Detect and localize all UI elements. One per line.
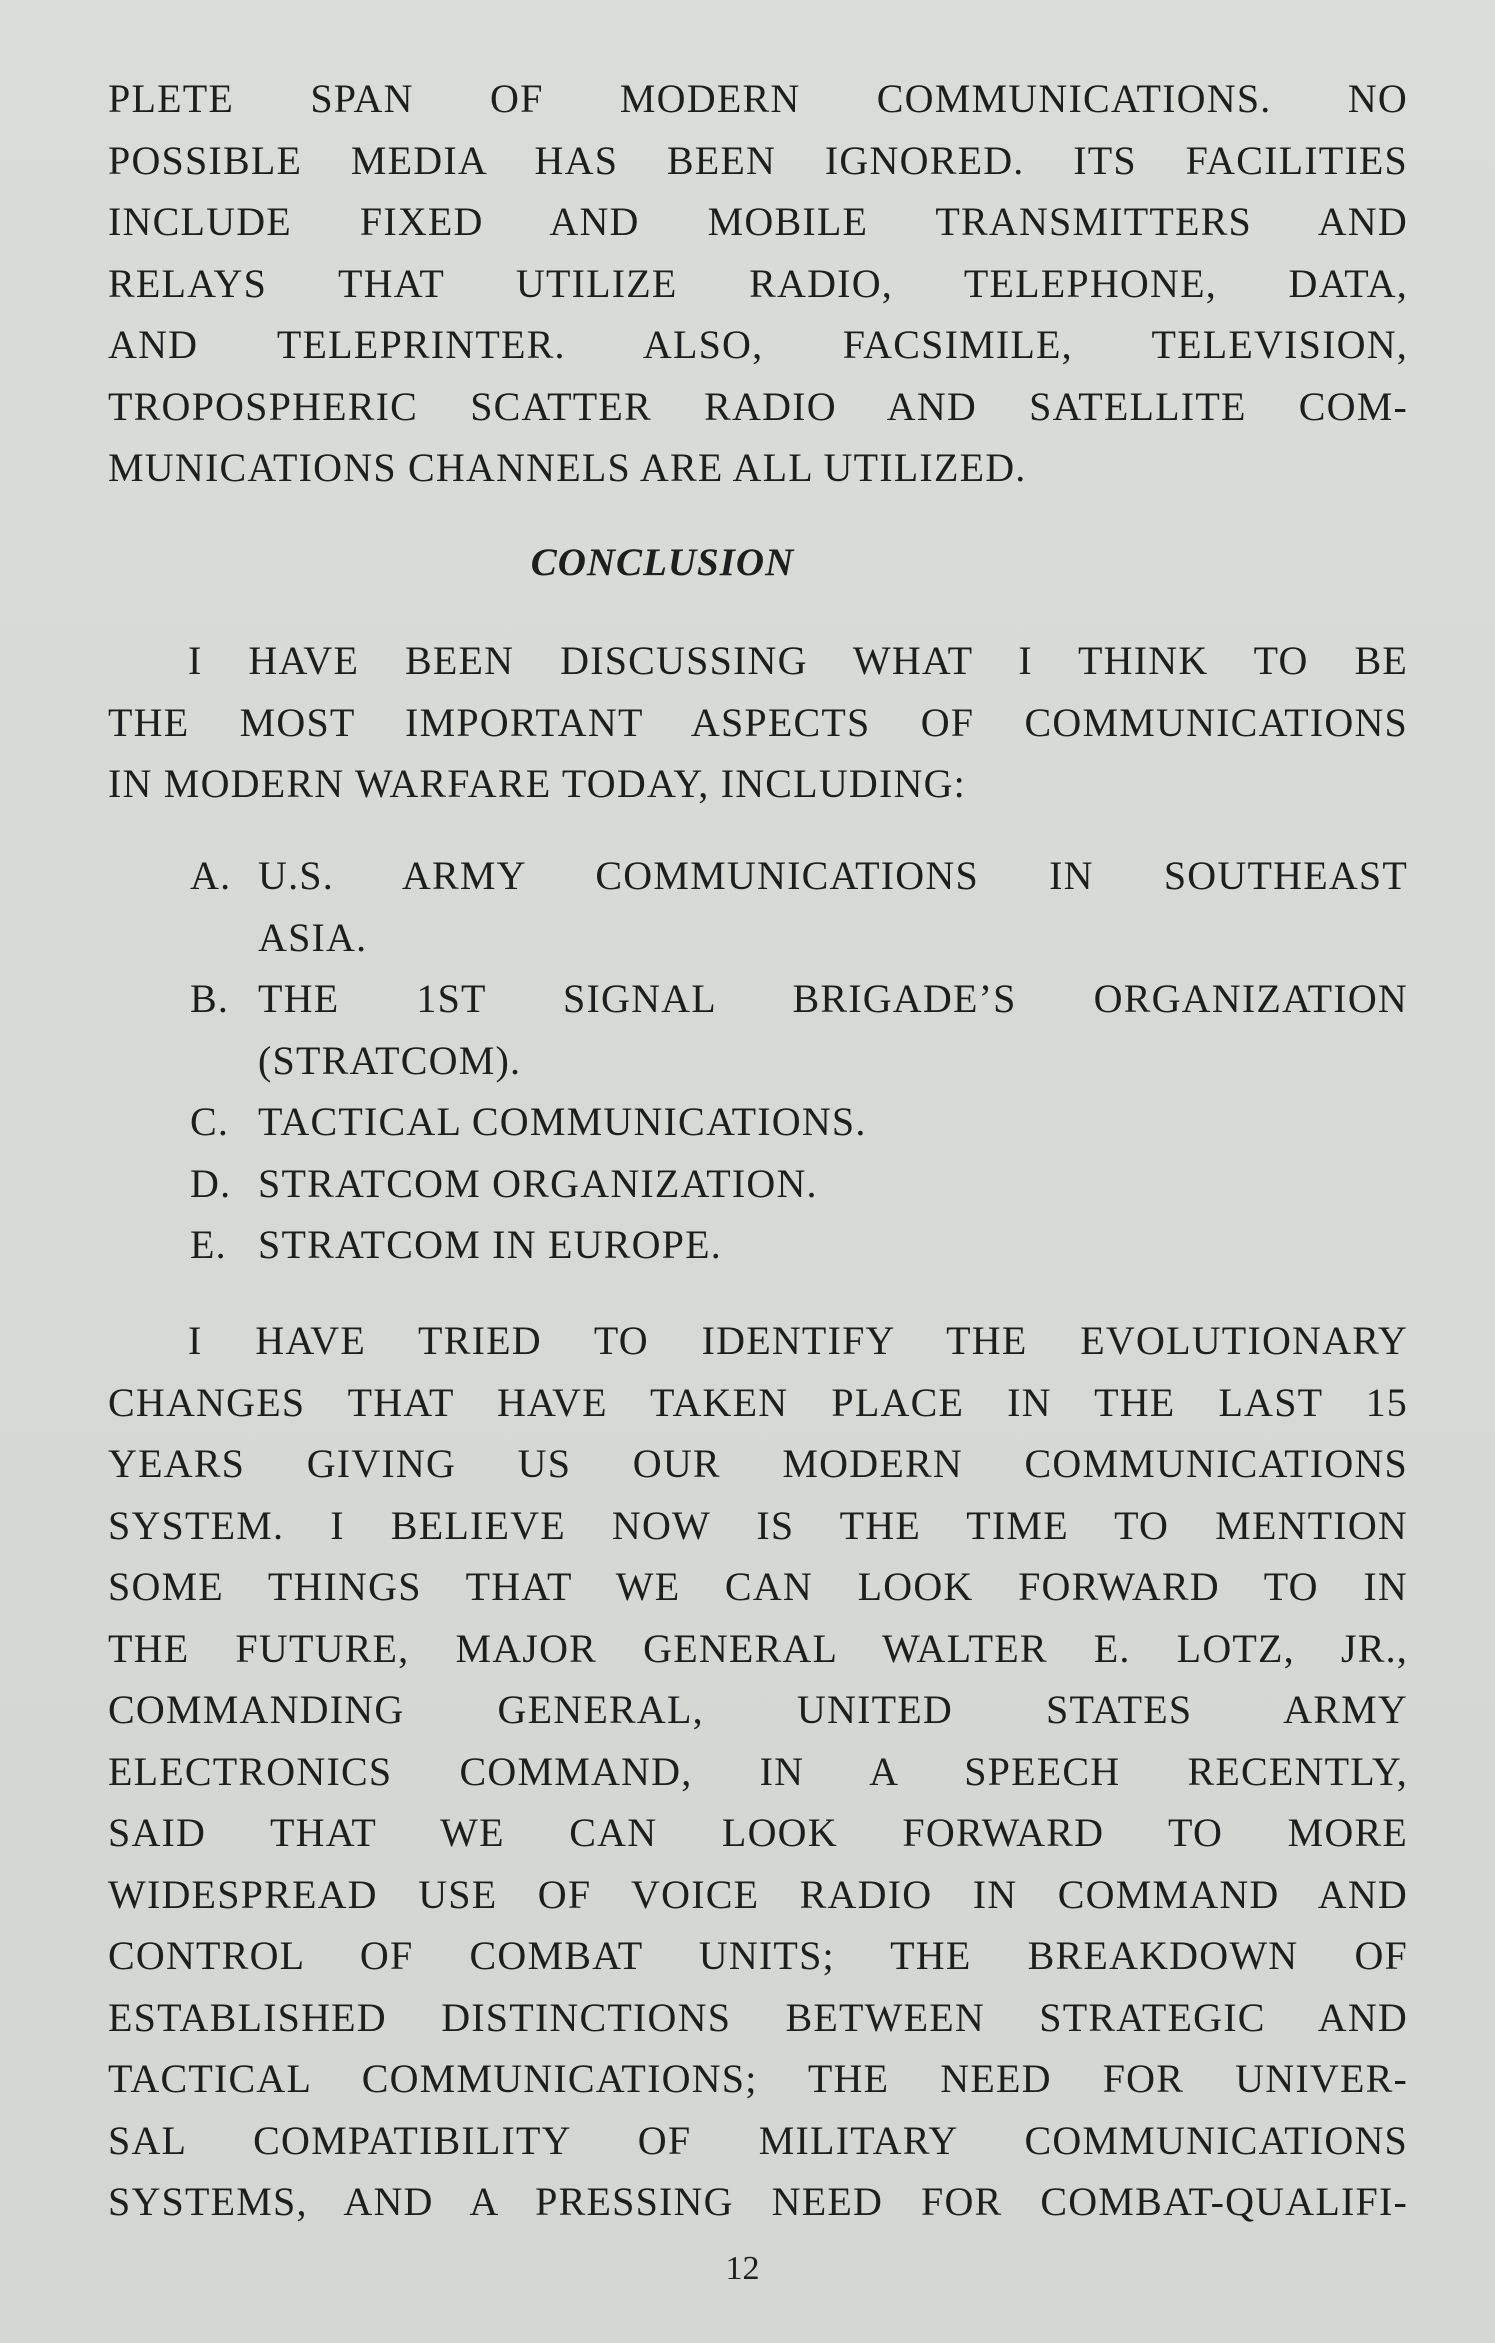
section-heading: CONCLUSION — [530, 541, 795, 584]
text-line: INCLUDE FIXED AND MOBILE TRANSMITTERS AND — [108, 199, 1408, 244]
paragraph-final — [108, 1310, 1408, 2233]
text-line: I HAVE TRIED TO IDENTIFY THE EVOLUTIONARY — [188, 1318, 1408, 1363]
list-item — [190, 845, 1408, 968]
list-item — [190, 1214, 1408, 1276]
text-line: TROPOSPHERIC SCATTER RADIO AND SATELLITE COM- — [108, 383, 1408, 429]
list-item-text: (STRATCOM). — [258, 1037, 522, 1083]
list-item-text: STRATCOM IN EUROPE. — [258, 1222, 722, 1267]
paragraph-intro — [108, 630, 1408, 815]
list-marker: E. — [190, 1222, 227, 1267]
text-line: MUNICATIONS CHANNELS ARE ALL UTILIZED. — [108, 445, 1027, 490]
list-item-text: TACTICAL COMMUNICATIONS. — [258, 1099, 867, 1144]
text-line: WIDESPREAD USE OF VOICE RADIO IN COMMAND AND — [108, 1871, 1408, 1917]
text-line: SYSTEM. I BELIEVE NOW IS THE TIME TO MENTION — [108, 1502, 1408, 1548]
text-line: THE MOST IMPORTANT ASPECTS OF COMMUNICATIONS — [108, 699, 1408, 745]
list-item — [190, 1153, 1408, 1215]
text-line: IN MODERN WARFARE TODAY, INCLUDING: — [108, 761, 966, 806]
text-line: THE FUTURE, MAJOR GENERAL WALTER E. LOTZ, JR., — [108, 1625, 1408, 1671]
list-marker: A. — [190, 853, 232, 898]
list-marker: D. — [190, 1160, 232, 1206]
text-line: RELAYS THAT UTILIZE RADIO, TELEPHONE, DATA, — [108, 260, 1408, 306]
paragraph-top — [108, 68, 1408, 499]
text-line: TACTICAL COMMUNICATIONS; THE NEED FOR UNIVER- — [108, 2056, 1408, 2101]
text-line: CONTROL OF COMBAT UNITS; THE BREAKDOWN OF — [108, 1933, 1408, 1978]
list-item-text: ASIA. — [258, 914, 368, 960]
list-item — [190, 968, 1408, 1091]
page-number: 12 — [725, 2250, 760, 2287]
text-line: ESTABLISHED DISTINCTIONS BETWEEN STRATEGIC AND — [108, 1994, 1408, 2040]
text-line: I HAVE BEEN DISCUSSING WHAT I THINK TO BE — [188, 638, 1408, 683]
text-line: POSSIBLE MEDIA HAS BEEN IGNORED. ITS FACILITIES — [108, 137, 1408, 183]
text-line: SAL COMPATIBILITY OF MILITARY COMMUNICATIONS — [108, 2117, 1408, 2163]
text-line: PLETE SPAN OF MODERN COMMUNICATIONS. NO — [108, 76, 1408, 121]
text-line: YEARS GIVING US OUR MODERN COMMUNICATIONS — [108, 1441, 1408, 1486]
list-item-text: THE 1ST SIGNAL BRIGADE’S ORGANIZATION — [258, 976, 1408, 1021]
text-line: SAID THAT WE CAN LOOK FORWARD TO MORE — [108, 1810, 1408, 1855]
text-line: SOME THINGS THAT WE CAN LOOK FORWARD TO IN — [108, 1564, 1408, 1609]
list-marker: C. — [190, 1099, 230, 1144]
list-item-text: STRATCOM ORGANIZATION. — [258, 1160, 818, 1206]
text-line: SYSTEMS, AND A PRESSING NEED FOR COMBAT-QUALIFI- — [108, 2179, 1408, 2224]
topics-list — [190, 845, 1408, 1276]
text-line: CHANGES THAT HAVE TAKEN PLACE IN THE LAST 15 — [108, 1379, 1408, 1425]
text-line: ELECTRONICS COMMAND, IN A SPEECH RECENTLY, — [108, 1748, 1408, 1794]
list-marker: B. — [190, 976, 230, 1021]
text-line: COMMANDING GENERAL, UNITED STATES ARMY — [108, 1687, 1408, 1732]
list-item — [190, 1091, 1408, 1153]
list-item-text: U.S. ARMY COMMUNICATIONS IN SOUTHEAST — [258, 853, 1408, 898]
text-line: AND TELEPRINTER. ALSO, FACSIMILE, TELEVISION, — [108, 322, 1408, 367]
